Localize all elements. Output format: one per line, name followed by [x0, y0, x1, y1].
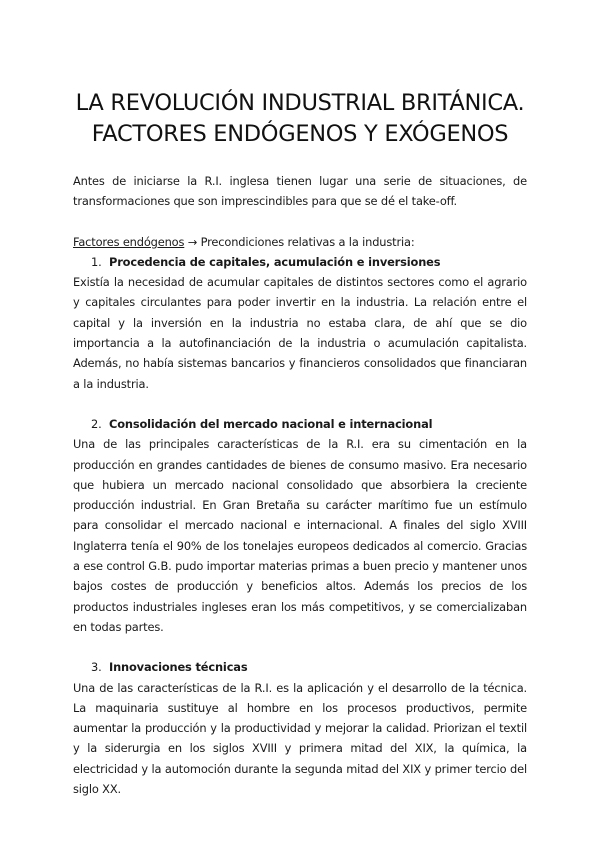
section-2-body: Una de las principales características de la R.I. era su cimentación en la producción en grandes cantidades de bienes de consumo masivo. Era necesario que hubiera un mercado nacional consolidado que absorbiera la creciente producción industrial. En Gran Bretaña su carácter marítimo fue un estímulo para consolidar el mercado nacional e internacional. A finales del siglo XVIII Inglaterra tenía el 90% de los tonelajes europeos dedicados al comercio. Gracias a ese control G.B. pudo importar materias primas a buen precio y mantener unos bajos costes de producción y beneficios altos. Además los precios de los productos industriales ingleses eran los más competitivos, y se comercializaban en todas partes.	[73, 437, 527, 634]
section-1-number: 1.	[91, 254, 102, 269]
section-1-heading	[73, 252, 527, 272]
section-3-heading	[73, 657, 527, 677]
section-2-number: 2.	[91, 416, 102, 431]
section-2-heading	[73, 414, 527, 434]
endogenous-factors-label: Factores endógenos	[73, 234, 185, 249]
arrow-right-icon: →	[184, 234, 201, 249]
spacer	[73, 394, 527, 414]
section-3-number: 3.	[91, 660, 102, 675]
section-3-title: Innovaciones técnicas	[109, 660, 248, 675]
title-line-1: LA REVOLUCIÓN INDUSTRIAL BRITÁNICA.	[75, 90, 525, 116]
document-title	[73, 88, 527, 150]
section-1-body: Existía la necesidad de acumular capitales de distintos sectores como el agrario y capitales circulantes para poder invertir en la industria. La relación entre el capital y la inversión en la industria no estaba clara, de ahí que se dio importancia a la autofinanciación de la industria o acumulación capitalista. Además, no había sistemas bancarios y financieros consolidados que financiaran a la industria.	[73, 275, 527, 391]
endogenous-factors-description: Precondiciones relativas a la industria:	[200, 234, 415, 249]
section-2-title: Consolidación del mercado nacional e internacional	[109, 416, 433, 431]
section-3-body: Una de las características de la R.I. es la aplicación y el desarrollo de la técnica. La maquinaria sustituye al hombre en los procesos productivos, permite aumentar la producción y la productividad y mejorar la calidad. Priorizan el textil y la siderurgia en los siglos XVIII y primera mitad del XIX, la química, la electricidad y la automoción durante la segunda mitad del XIX y primer tercio del siglo XX.	[73, 680, 527, 797]
spacer	[73, 637, 527, 657]
intro-paragraph: Antes de iniciarse la R.I. inglesa tienen lugar una serie de situaciones, de transformaciones que son imprescindibles para que se dé el take-off.	[73, 174, 527, 209]
title-line-2: FACTORES ENDÓGENOS Y EXÓGENOS	[91, 121, 509, 147]
section-1-title: Procedencia de capitales, acumulación e inversiones	[109, 254, 441, 269]
endogenous-factors-line	[73, 232, 527, 252]
